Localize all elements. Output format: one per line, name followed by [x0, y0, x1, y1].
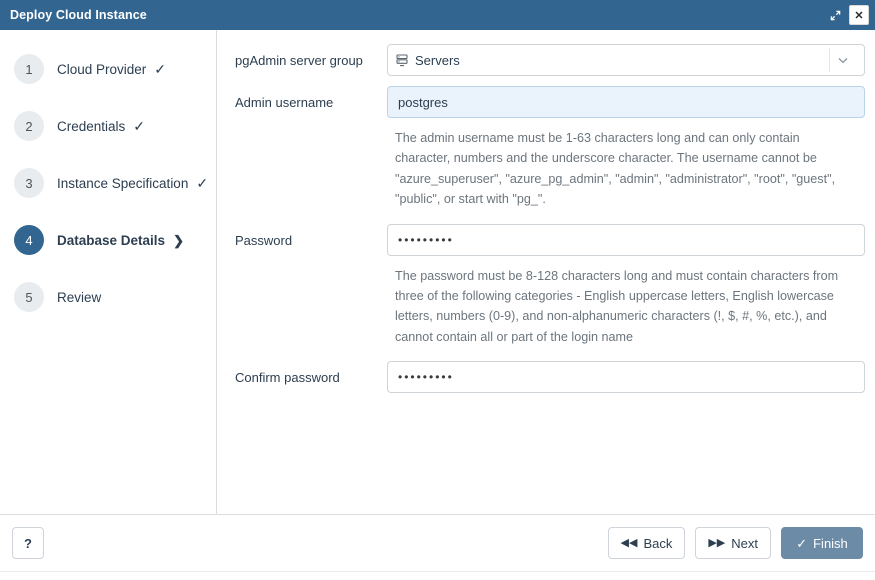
next-icon: ▶▶ — [708, 536, 726, 549]
sidebar-item-credentials[interactable] — [0, 107, 216, 145]
help-button[interactable]: ? — [12, 527, 44, 559]
admin-username-control — [387, 86, 865, 118]
back-label: Back — [643, 535, 673, 551]
confirm-password-label: Confirm password — [235, 370, 340, 386]
sidebar-item-cloud-provider[interactable] — [0, 50, 216, 88]
server-group-icon — [396, 54, 408, 67]
step-label: Instance Specification — [57, 175, 189, 191]
chevron-down-icon[interactable] — [830, 57, 856, 64]
wizard-steps — [0, 30, 217, 514]
step-number: 5 — [14, 282, 44, 312]
server-group-control — [387, 44, 865, 76]
password-row — [227, 224, 865, 256]
confirm-password-control — [387, 361, 865, 393]
next-label: Next — [731, 535, 758, 551]
expand-icon[interactable] — [825, 5, 845, 25]
database-details-form — [217, 30, 875, 514]
step-label: Cloud Provider — [57, 61, 147, 77]
server-group-select[interactable] — [387, 44, 865, 76]
dialog-body — [0, 30, 875, 515]
step-label: Credentials — [57, 118, 126, 134]
step-number: 4 — [14, 225, 44, 255]
admin-username-label: Admin username — [235, 95, 334, 110]
admin-username-help: The admin username must be 1-63 characters long and can only contain character, numbers and the underscore character. The username cannot be "azure_superuser", "azure_pg_admin", "admin", "administrator", "root", "guest", "public", or start with "pg_". — [395, 131, 836, 207]
server-group-row — [227, 44, 865, 76]
server-group-value: Servers — [415, 52, 460, 68]
check-icon: ✓ — [196, 175, 209, 191]
password-label: Password — [235, 232, 293, 248]
server-group-label: pgAdmin server group — [235, 53, 363, 68]
step-label: Review — [57, 289, 102, 305]
check-icon: ✓ — [154, 61, 167, 77]
dialog-footer — [0, 515, 875, 571]
admin-username-row — [227, 86, 865, 118]
close-icon[interactable]: ✕ — [849, 5, 869, 25]
next-button[interactable] — [695, 527, 771, 559]
dialog-title: Deploy Cloud Instance — [10, 8, 147, 22]
sidebar-item-review[interactable] — [0, 278, 216, 316]
window-bottom-edge — [0, 571, 875, 580]
confirm-password-input[interactable] — [387, 361, 865, 393]
check-icon: ✓ — [133, 118, 146, 134]
sidebar-item-database-details[interactable] — [0, 221, 216, 259]
sidebar-item-instance-specification[interactable] — [0, 164, 216, 202]
step-number: 1 — [14, 54, 44, 84]
password-control — [387, 224, 865, 256]
admin-username-input[interactable] — [387, 86, 865, 118]
password-input[interactable] — [387, 224, 865, 256]
step-number: 2 — [14, 111, 44, 141]
finish-label: Finish — [813, 535, 848, 551]
step-label: Database Details — [57, 232, 166, 248]
chevron-right-icon: ❯ — [173, 232, 184, 248]
password-help: The password must be 8-128 characters long and must contain characters from three of the following categories - English uppercase letters, English lowercase letters, numbers (0-9), and non-alphanumeric characters (!, $, #, %, etc.), and cannot contain all or part of the login name — [395, 268, 839, 344]
confirm-password-row — [227, 361, 865, 393]
step-number: 3 — [14, 168, 44, 198]
check-icon: ✓ — [796, 535, 808, 551]
previous-icon: ◀◀ — [620, 536, 638, 549]
dialog-titlebar — [0, 0, 875, 30]
finish-button[interactable] — [781, 527, 863, 559]
back-button[interactable] — [608, 527, 686, 559]
